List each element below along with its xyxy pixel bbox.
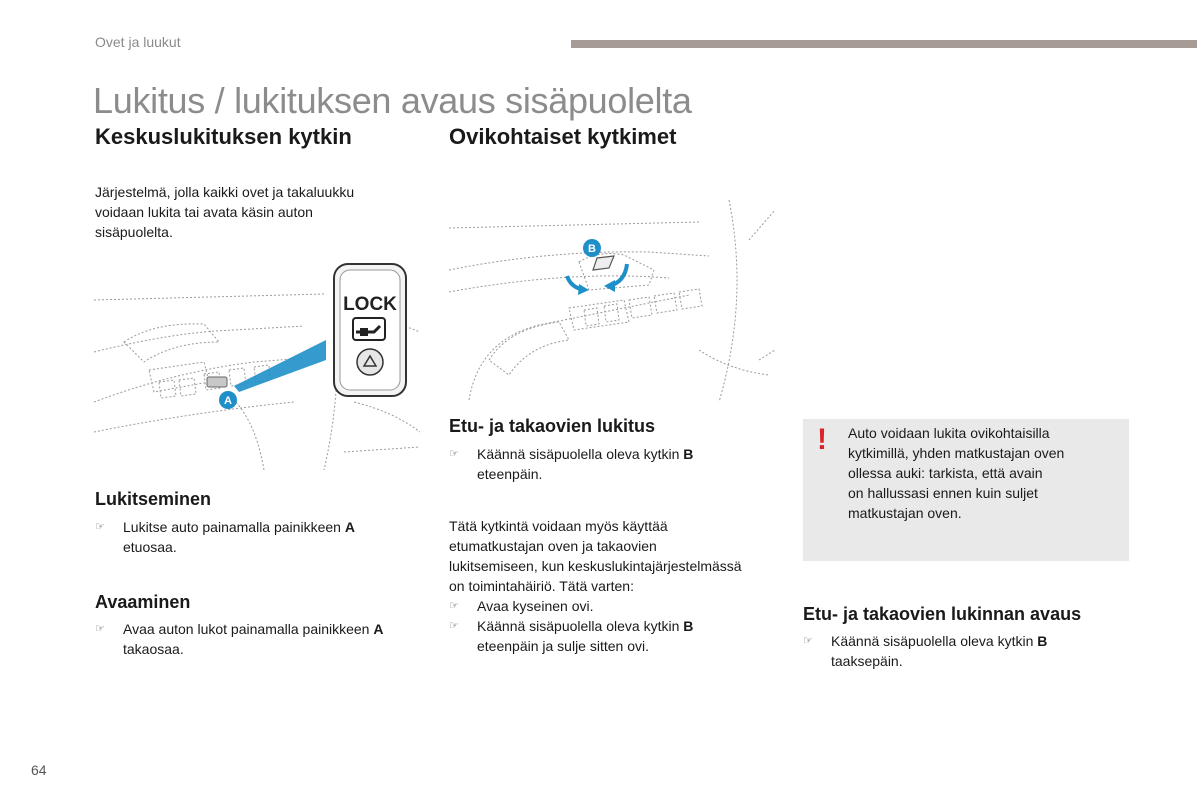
warning-box bbox=[803, 419, 1129, 561]
header-accent-bar bbox=[571, 40, 1197, 48]
bullet-key: B bbox=[683, 446, 694, 462]
pointing-hand-icon: ☞ bbox=[95, 521, 105, 533]
intro-line: voidaan lukita tai avata käsin auton bbox=[95, 204, 313, 220]
pointing-hand-icon: ☞ bbox=[449, 448, 459, 460]
fallback-paragraph bbox=[449, 516, 784, 596]
marker-a-label: A bbox=[224, 395, 232, 407]
bullet-key: A bbox=[344, 519, 355, 535]
intro-line: sisäpuolelta. bbox=[95, 224, 173, 240]
exclamation-icon: ! bbox=[817, 423, 827, 456]
pointing-hand-icon: ☞ bbox=[449, 620, 459, 632]
door-switch-illustration bbox=[449, 200, 775, 402]
warning-line: ollessa auki: tarkista, että avain bbox=[848, 465, 1043, 481]
page-title: Lukitus / lukituksen avaus sisäpuolelta bbox=[93, 80, 692, 121]
warning-line: matkustajan oven. bbox=[848, 505, 962, 521]
door-locking-bullet bbox=[449, 444, 779, 484]
bullet-key: B bbox=[1037, 633, 1048, 649]
bullet-text: Avaa kyseinen ovi. bbox=[477, 598, 594, 614]
door-switches-heading: Ovikohtaiset kytkimet bbox=[449, 124, 677, 149]
unlocking-bullet bbox=[95, 619, 425, 659]
central-lock-intro bbox=[95, 182, 415, 242]
door-locking-heading: Etu- ja takaovien lukitus bbox=[449, 416, 656, 436]
bullet-text: eteenpäin. bbox=[477, 466, 543, 482]
warning-line: Auto voidaan lukita ovikohtaisilla bbox=[848, 425, 1050, 441]
pointing-hand-icon: ☞ bbox=[449, 600, 459, 612]
door-unlocking-bullet bbox=[803, 631, 1133, 671]
bullet-key: B bbox=[683, 618, 694, 634]
paragraph-line: lukitsemiseen, kun keskuslukintajärjestelmässä bbox=[449, 558, 742, 574]
bullet-text: Käännä sisäpuolella oleva kytkin bbox=[477, 446, 684, 462]
bullet-text: eteenpäin ja sulje sitten ovi. bbox=[477, 638, 649, 654]
bullet-key: A bbox=[373, 621, 384, 637]
warning-line: on hallussasi ennen kuin suljet bbox=[848, 485, 1038, 501]
page-number: 64 bbox=[31, 762, 47, 778]
pointing-hand-icon: ☞ bbox=[803, 635, 813, 647]
bullet-text: Käännä sisäpuolella oleva kytkin bbox=[831, 633, 1038, 649]
paragraph-line: Tätä kytkintä voidaan myös käyttää bbox=[449, 518, 668, 534]
bullet-text: taaksepäin. bbox=[831, 653, 903, 669]
locking-heading: Lukitseminen bbox=[95, 489, 212, 509]
central-lock-illustration bbox=[94, 262, 420, 472]
bullet-text: Avaa auton lukot painamalla painikkeen bbox=[123, 621, 374, 637]
paragraph-line: on toimintahäiriö. Tätä varten: bbox=[449, 578, 634, 594]
central-lock-heading: Keskuslukituksen kytkin bbox=[95, 124, 352, 149]
lock-switch-label: LOCK bbox=[343, 294, 397, 315]
unlocking-heading: Avaaminen bbox=[95, 592, 191, 612]
marker-b-label: B bbox=[588, 243, 596, 255]
step-bullet-1 bbox=[449, 596, 779, 616]
paragraph-line: etumatkustajan oven ja takaovien bbox=[449, 538, 657, 554]
bullet-text: takaosaa. bbox=[123, 641, 184, 657]
step-bullet-2 bbox=[449, 616, 779, 656]
warning-line: kytkimillä, yhden matkustajan oven bbox=[848, 445, 1065, 461]
bullet-text: Käännä sisäpuolella oleva kytkin bbox=[477, 618, 684, 634]
warning-text bbox=[848, 423, 1118, 523]
intro-line: Järjestelmä, jolla kaikki ovet ja takaluukku bbox=[95, 184, 355, 200]
pointing-hand-icon: ☞ bbox=[95, 623, 105, 635]
locking-bullet bbox=[95, 517, 425, 557]
door-unlocking-heading: Etu- ja takaovien lukinnan avaus bbox=[803, 604, 1082, 624]
section-label: Ovet ja luukut bbox=[95, 34, 181, 50]
bullet-text: etuosaa. bbox=[123, 539, 177, 555]
bullet-text: Lukitse auto painamalla painikkeen bbox=[123, 519, 345, 535]
